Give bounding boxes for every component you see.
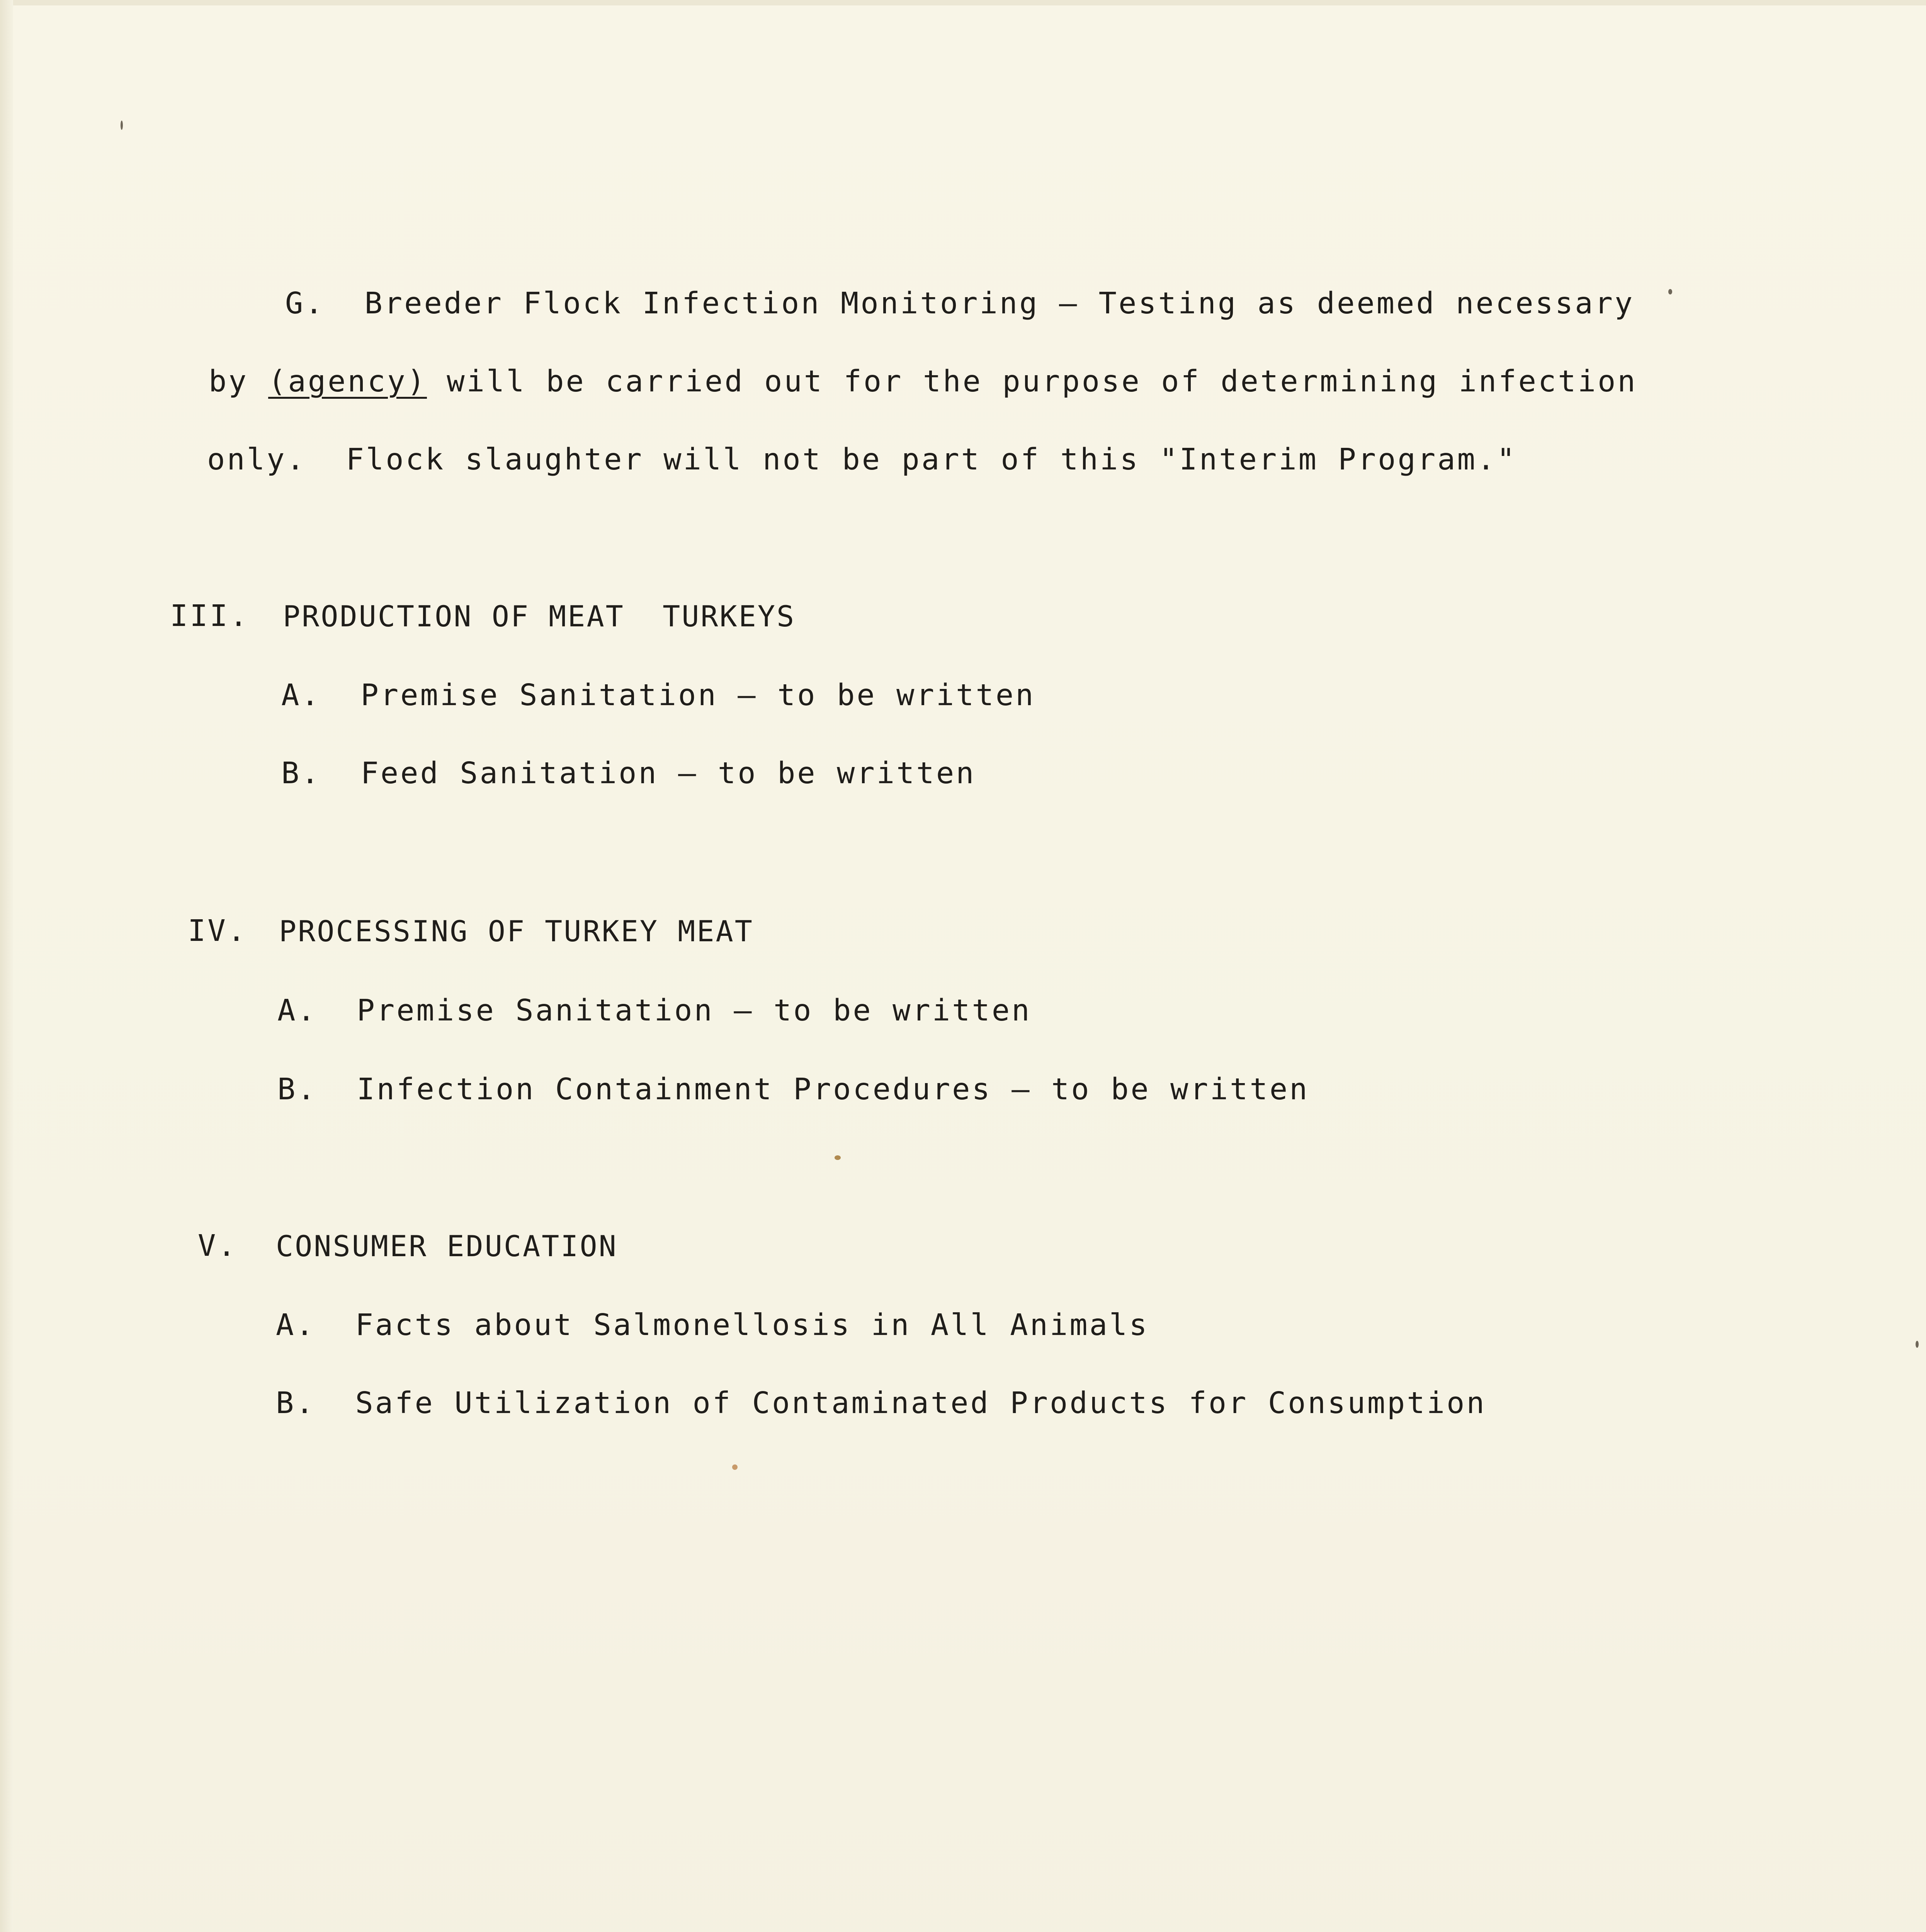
section-v-item-a [276,1306,1149,1345]
item-letter: B. [276,1386,316,1420]
section-iii-title: PRODUCTION OF MEAT TURKEYS [283,599,796,633]
item-letter: B. [277,1072,317,1107]
section-iii-item-a [281,676,1035,715]
section-v-title: CONSUMER EDUCATION [276,1229,618,1263]
item-text: Infection Containment Procedures — to be written [357,1072,1309,1107]
section-g-line-1 [285,284,1634,323]
paper-speck [121,121,123,130]
item-text: Premise Sanitation — to be written [357,993,1032,1028]
item-text: Premise Sanitation — to be written [360,678,1035,713]
section-iv-item-a [277,992,1032,1030]
section-g-line2-rest: will be carried out for the purpose of determining infection [427,364,1637,399]
item-text: Facts about Salmonellosis in All Animals [355,1308,1149,1342]
item-letter: A. [276,1308,316,1342]
section-g-line1-text: Breeder Flock Infection Monitoring — Testing as deemed necessary [364,286,1635,321]
section-iv-numeral: IV. [188,914,248,948]
section-g-line-3: only. Flock slaughter will not be part of this "Interim Program." [207,442,1517,477]
paper-speck [1668,289,1672,294]
section-iii-numeral: III. [170,599,250,633]
item-letter: B. [281,756,321,791]
paper-speck [1916,1341,1919,1348]
section-iv-item-b [277,1070,1309,1109]
item-letter: A. [277,993,317,1028]
section-v-item-b [276,1384,1486,1423]
page-top-edge [0,0,1926,5]
item-letter: A. [281,678,321,713]
item-text: Feed Sanitation — to be written [360,756,976,791]
section-g-line2-prefix: by [209,364,269,399]
section-v-numeral: V. [198,1229,238,1263]
item-text: Safe Utilization of Contaminated Products for Consumption [355,1386,1486,1420]
section-iv-title: PROCESSING OF TURKEY MEAT [279,914,754,948]
section-iii-item-b [281,754,976,793]
section-g-letter: G. [285,286,325,321]
paper-speck [835,1155,841,1160]
paper-speck [732,1464,738,1470]
section-g-line-2 [209,362,1637,401]
agency-placeholder: (agency) [268,364,427,399]
page-left-edge [0,0,13,1932]
